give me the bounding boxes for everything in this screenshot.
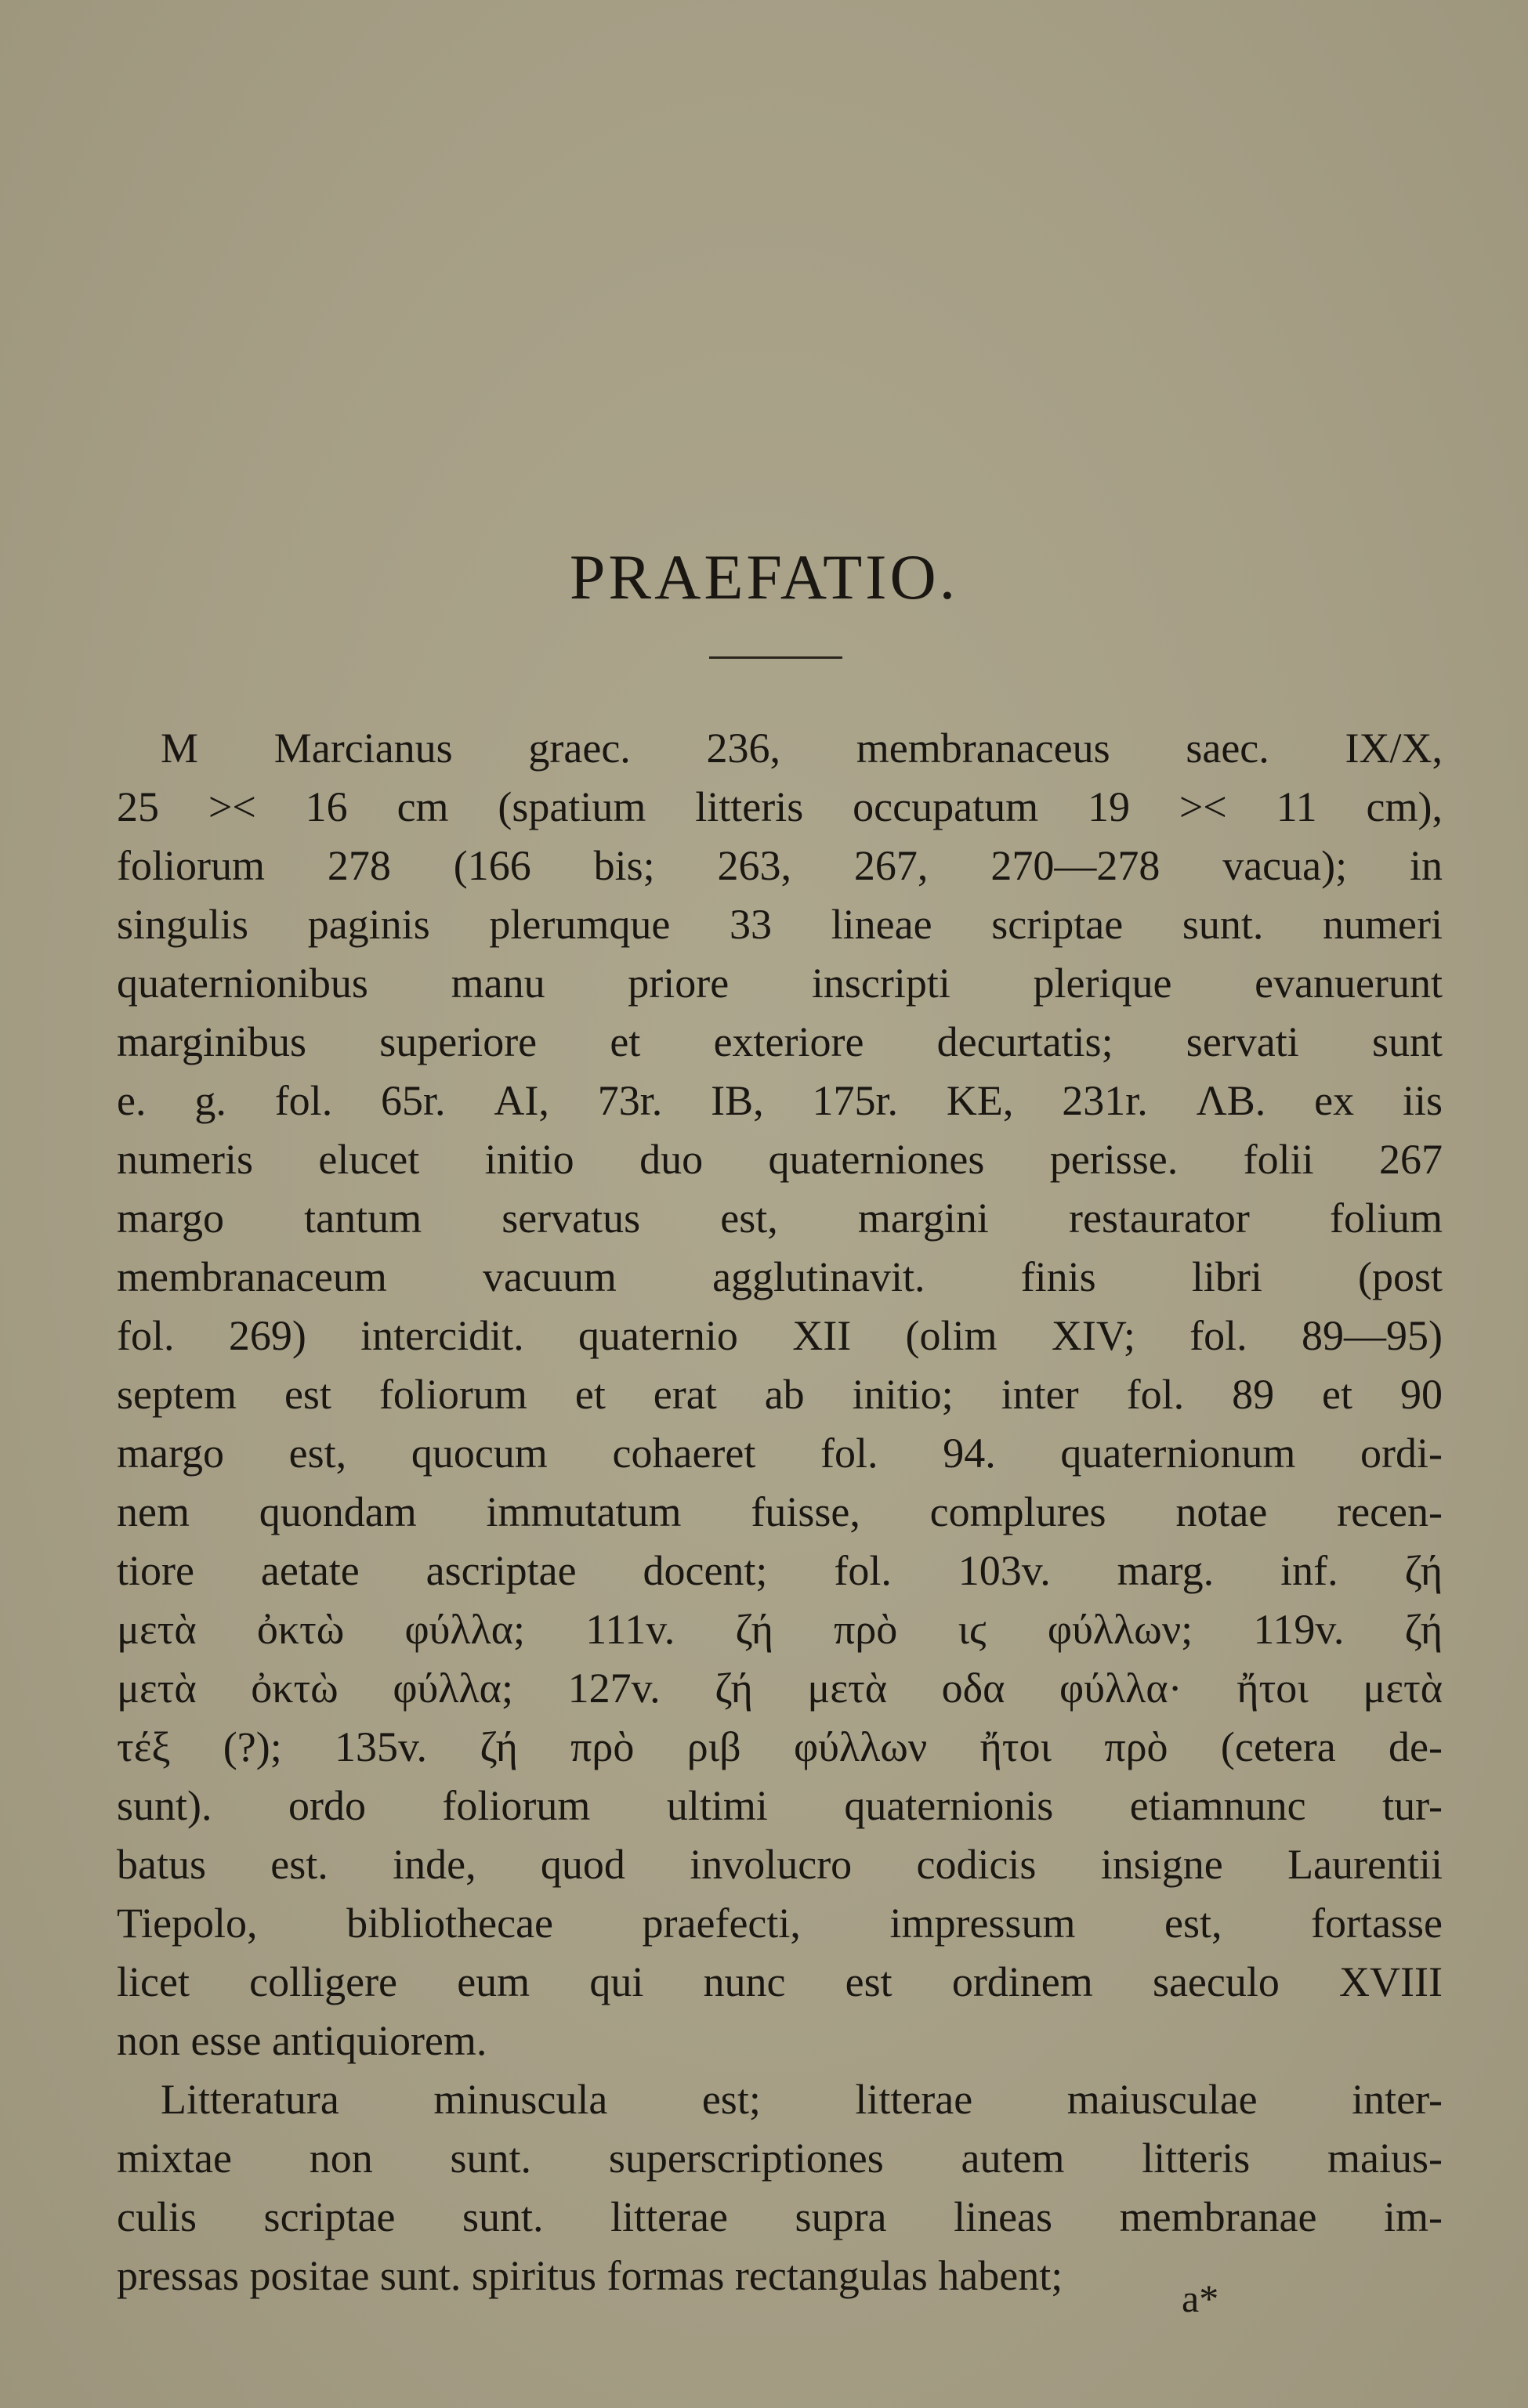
text-line: numeris elucet initio duo quaterniones perisse. folii 267 xyxy=(117,1136,1443,1183)
text-line: septem est foliorum et erat ab initio; inter fol. 89 et 90 xyxy=(117,1371,1443,1418)
text-line: τέξ (?); 135v. ζή πρὸ ριβ φύλλων ἤτοι πρὸ (cetera de- xyxy=(117,1723,1443,1770)
text-line: sunt). ordo foliorum ultimi quaternionis etiamnunc tur- xyxy=(117,1782,1443,1829)
text-line: e. g. fol. 65r. ΑΙ, 73r. ΙΒ, 175r. ΚΕ, 231r. ΛΒ. ex iis xyxy=(117,1077,1443,1124)
title-rule xyxy=(709,656,842,659)
text-line: non esse antiquiorem. xyxy=(117,2017,487,2064)
text-line: μετὰ ὀκτὼ φύλλα; 127v. ζή μετὰ οδα φύλλα· ἤτοι μετὰ xyxy=(117,1665,1443,1712)
text-line: pressas positae sunt. spiritus formas rectangulas habent; xyxy=(117,2252,1063,2299)
text-line: membranaceum vacuum agglutinavit. finis libri (post xyxy=(117,1253,1443,1300)
text-line: nem quondam immutatum fuisse, complures notae recen- xyxy=(117,1488,1443,1535)
folio-signature: a* xyxy=(1182,2276,1219,2320)
text-line: μετὰ ὀκτὼ φύλλα; 111v. ζή πρὸ ιϛ φύλλων; 119v. ζή xyxy=(117,1606,1443,1653)
text-line: singulis paginis plerumque 33 lineae scriptae sunt. numeri xyxy=(117,901,1443,948)
text-line: margo est, quocum cohaeret fol. 94. quaternionum ordi- xyxy=(117,1430,1443,1477)
text-line: margo tantum servatus est, margini restaurator folium xyxy=(117,1195,1443,1242)
text-line: licet colligere eum qui nunc est ordinem saeculo XVIII xyxy=(117,1958,1443,2005)
text-line: M Marcianus graec. 236, membranaceus saec. IX/X, xyxy=(161,725,1443,772)
text-line: 25 >< 16 cm (spatium litteris occupatum 19 >< 11 cm), xyxy=(117,783,1443,830)
body-text xyxy=(117,719,1443,2305)
text-line: quaternionibus manu priore inscripti plerique evanuerunt xyxy=(117,960,1443,1007)
text-line: tiore aetate ascriptae docent; fol. 103v. marg. inf. ζή xyxy=(117,1547,1443,1594)
text-line: foliorum 278 (166 bis; 263, 267, 270—278 vacua); in xyxy=(117,842,1443,889)
text-line: culis scriptae sunt. litterae supra lineas membranae im- xyxy=(117,2193,1443,2240)
text-line: mixtae non sunt. superscriptiones autem litteris maius- xyxy=(117,2135,1443,2182)
page-title: PRAEFATIO. xyxy=(569,541,959,613)
text-line: Tiepolo, bibliothecae praefecti, impressum est, fortasse xyxy=(117,1900,1443,1947)
text-line: marginibus superiore et exteriore decurtatis; servati sunt xyxy=(117,1018,1443,1065)
text-line: Litteratura minuscula est; litterae maiusculae inter- xyxy=(161,2076,1443,2123)
text-line: fol. 269) intercidit. quaternio XII (olim XIV; fol. 89—95) xyxy=(117,1312,1443,1359)
text-line: batus est. inde, quod involucro codicis insigne Laurentii xyxy=(117,1841,1443,1888)
